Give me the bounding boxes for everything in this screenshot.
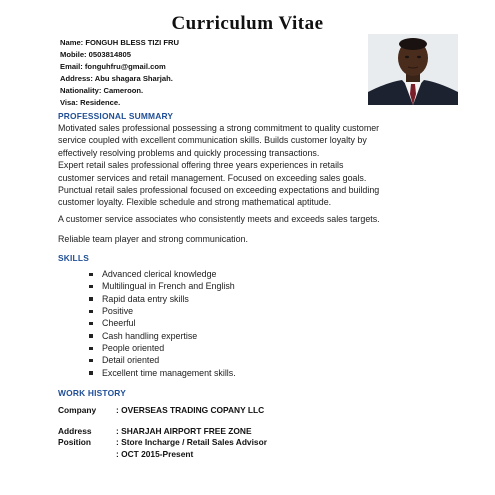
contact-visa: Visa: Residence. [60,98,121,107]
work-address-row [58,426,252,436]
contact-block [60,37,179,109]
work-address-value: : SHARJAH AIRPORT FREE ZONE [116,426,252,436]
summary-heading: PROFESSIONAL SUMMARY [58,111,174,121]
skill-item: Cash handling expertise [88,330,236,342]
summary-line: Expert retail sales professional offering three years experiences in retails [58,160,344,171]
skill-item: Multilingual in French and English [88,280,236,292]
contact-name: Name: FONGUH BLESS TIZI FRU [60,38,179,47]
skill-item: Rapid data entry skills [88,293,236,305]
contact-email: Email: fonguhfru@gmail.com [60,62,166,71]
skill-item: People oriented [88,342,236,354]
work-date-value: : OCT 2015-Present [116,449,194,459]
skill-item: Advanced clerical knowledge [88,268,236,280]
work-position-value: : Store Incharge / Retail Sales Advisor [116,437,267,447]
work-address-label: Address [58,426,92,436]
contact-address: Address: Abu shagara Sharjah. [60,74,173,83]
summary-paragraph [58,122,453,209]
work-position-label: Position [58,437,92,447]
contact-nationality: Nationality: Cameroon. [60,86,144,95]
work-date-row [58,449,193,459]
skills-list [88,268,236,379]
skills-heading: SKILLS [58,253,89,263]
work-heading: WORK HISTORY [58,388,127,398]
summary-line: customer services and retail management. Focused on exceeding sales goals. [58,172,367,183]
skill-item: Excellent time management skills. [88,367,236,379]
contact-mobile: Mobile: 0503814805 [60,50,131,59]
summary-line: Motivated sales professional possessing a strong commitment to quality customer [58,123,380,133]
profile-photo [368,34,458,105]
work-company-row [58,405,264,415]
work-position-row [58,437,267,447]
summary-line: customer loyalty. Flexible schedule and strong mathematical aptitude. [58,197,332,208]
skill-item: Cheerful [88,317,236,329]
work-company-label: Company [58,405,97,415]
skill-item: Positive [88,305,236,317]
summary-line-team: Reliable team player and strong communication. [58,234,248,244]
skill-item: Detail oriented [88,354,236,366]
page-title: Curriculum Vitae [171,13,324,34]
summary-line: service coupled with excellent communication skills. Builds customer loyalty by [58,135,367,146]
summary-line: Punctual retail sales professional focused on exceeding expectations and building [58,185,380,196]
work-company-value: : OVERSEAS TRADING COPANY LLC [116,405,265,415]
summary-line: effectively resolving problems and quickly processing transactions. [58,147,320,158]
summary-line-targets: A customer service associates who consistently meets and exceeds sales targets. [58,214,380,224]
